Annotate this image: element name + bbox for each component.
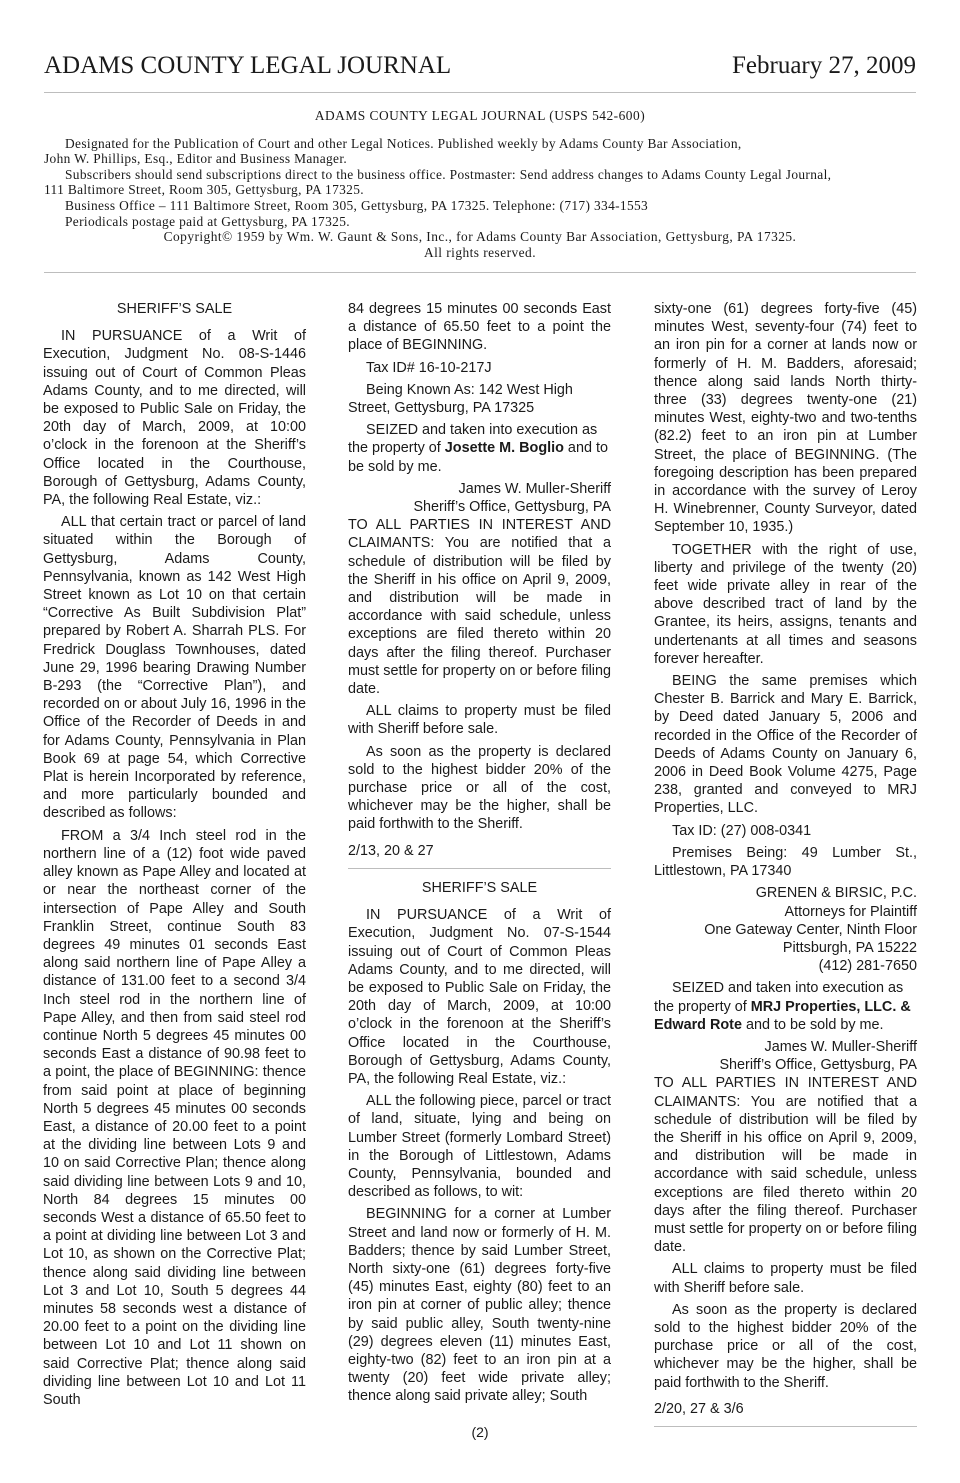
sale-2-tax-id: Tax ID: (27) 008-0341 <box>672 822 812 839</box>
sale-1-tax-id: Tax ID# 16-10-217J <box>366 359 492 376</box>
publication-title: ADAMS COUNTY LEGAL JOURNAL <box>44 52 452 79</box>
sale-1-tract: ALL that certain tract or parcel of land situated within the Borough of Gettysburg, Adams County, Pennsylvania, known as 142 West High Street known as Lot 10 on that certain “Corrective As Built Subdivision Plat” prepared by Robert A. Sharrah PLS. For Fredrick Douglass Townhouses, dated June 29, 1996 bearing Drawing Number B-293 (the “Corrective Plan”), and recorded on or about July 16, 1996 in the Office of the Recorder of Deeds in and for Adams County, Pennsylvania in Plan Book 69 at page 54, which Corrective Plat is herein Incorporated by reference, and more particularly bounded and described as follows: <box>43 514 306 822</box>
masthead <box>44 108 916 260</box>
column-3 <box>654 300 917 1437</box>
sale-1-heading: SHERIFF’S SALE <box>116 301 233 317</box>
masthead-address: 111 Baltimore Street, Room 305, Gettysburg, PA 17325. <box>44 182 364 198</box>
masthead-subscribers: Subscribers should send subscriptions direct to the business office. Postmaster: Send address changes to Adams County Legal Journal, <box>65 166 832 182</box>
attorney-role: Attorneys for Plaintiff <box>784 903 917 920</box>
sale-2-office: Sheriff’s Office, Gettysburg, PA <box>719 1057 917 1074</box>
sale-1-description: FROM a 3/4 Inch steel rod in the northern line of a (12) foot wide paved alley known as Pape Alley and located at or near the northeast corner of the intersection of Pape Alley and South Franklin Street, continue South 83 degrees 49 minutes 01 seconds East along said northern line of Pape Alley a distance of 131.00 feet to a second 3/4 Inch steel rod in the northern line of Pape Alley, and then from said steel rod continue North 5 degrees 45 minutes 00 seconds East a distance of 90.98 feet to a point, the place of BEGINNING: thence from said point at place of beginning North 5 degrees 45 minutes 00 seconds East, a distance of 20.00 feet to a point at the dividing line between Lots 9 and 10 on said Corrective Plan; thence along said dividing line between Lots 9 and 10, North 84 degrees 15 minutes 00 seconds West a distance of 65.50 feet to a point at dividing line between Lot 3 and Lot 10, as shown on the Corrective Plat; thence along said dividing line between Lot 3 and Lot 10, South 5 degrees 44 minutes 58 seconds west a distance of 20.00 feet to a point on the dividing line between Lot 10 and Lot 11 shown on said Corrective Plat; thence along said dividing line between Lot 10 and Lot 11 South <box>43 827 306 1408</box>
masthead-postage: Periodicals postage paid at Gettysburg, PA 17325. <box>65 213 350 229</box>
sale-1-declared: As soon as the property is declared sold to the highest bidder 20% of the purchase price or all of the cost, whichever may be the higher, shall be paid forthwith to the Sheriff. <box>348 743 611 833</box>
sale-2-claims: ALL claims to property must be filed with Sheriff before sale. <box>654 1261 917 1296</box>
column-1 <box>43 300 306 1413</box>
issue-date: February 27, 2009 <box>732 52 916 79</box>
sale-2-sheriff: James W. Muller-Sheriff <box>764 1038 917 1055</box>
sale-2-beginning: BEGINNING for a corner at Lumber Street and land now or formerly of H. M. Badders; thence by said Lumber Street, North sixty-one (61) degrees forty-five (45) minutes East, eighty (80) feet to an iron pin at corner of public alley; thence by said public alley, South twenty-nine (29) degrees eleven (11) minutes East, eighty-two (82) feet to an iron pin at a twenty (20) feet wide private alley; thence along said private alley; South <box>348 1206 611 1405</box>
sale-1-claims: ALL claims to property must be filed with Sheriff before sale. <box>348 703 611 738</box>
sale-1-seized <box>348 421 611 476</box>
sale-2-declared: As soon as the property is declared sold to the highest bidder 20% of the purchase price or all of the cost, whichever may be the higher, shall be paid forthwith to the Sheriff. <box>654 1301 917 1391</box>
sale-1-sheriff: James W. Muller-Sheriff <box>458 480 611 497</box>
attorney-phone: (412) 281-7650 <box>818 958 917 975</box>
sale-2-pursuance: IN PURSUANCE of a Writ of Execution, Judgment No. 07-S-1544 issuing out of Court of Common Pleas Adams County, and to me directed, will be exposed to Public Sale on Friday, the 20th day of March, 2009, at 10:00 o’clock in the forenoon at the Sheriff’s Office located in the Courthouse, Borough of Gettysburg, Adams County, PA, the following Real Estate, viz.: <box>348 907 611 1087</box>
sale-divider <box>348 868 611 869</box>
column-2 <box>348 300 611 1410</box>
attorney-address-2: Pittsburgh, PA 15222 <box>782 939 917 956</box>
attorney-address-1: One Gateway Center, Ninth Floor <box>704 921 917 938</box>
running-head <box>44 52 916 88</box>
masthead-title: ADAMS COUNTY LEGAL JOURNAL (USPS 542-600) <box>314 108 646 123</box>
masthead-copyright: Copyright© 1959 by Wm. W. Gaunt & Sons, Inc., for Adams County Bar Association, Gettysburg, PA 17325. <box>163 229 797 245</box>
sale-2-together: TOGETHER with the right of use, liberty and privilege of the twenty (20) feet wide private alley in rear of the above described tract of land by the Grantee, its heirs, assigns, tenants and undertenants at all times and seasons forever hereafter. <box>654 541 917 667</box>
page-number: (2) <box>471 1424 489 1440</box>
sale-2-seized <box>654 979 917 1034</box>
sale-1-dates: 2/13, 20 & 27 <box>348 842 434 859</box>
sale-2-premises: Premises Being: 49 Lumber St., Littlestown, PA 17340 <box>654 844 917 880</box>
sale-1-notice: TO ALL PARTIES IN INTEREST AND CLAIMANTS: You are notified that a schedule of distribution will be filed by the Sheriff in his office on April 9, 2009, and distribution will be made in accordance with said schedule, unless exceptions are filed thereto within 20 days after the filing thereof. Purchaser must settle for property on or before filing date. <box>348 517 611 698</box>
sale-1-known-as: Being Known As: 142 West High Street, Gettysburg, PA 17325 <box>348 381 573 417</box>
sale-1-description-cont: 84 degrees 15 minutes 00 seconds East a distance of 65.50 feet to a point the place of BEGINNING. <box>348 301 611 354</box>
sale-2-seized-pre: SEIZED and taken into execution as the property of <box>654 980 904 1015</box>
masthead-editor: John W. Phillips, Esq., Editor and Business Manager. <box>44 151 348 167</box>
sale-1-seized-post: and to be sold by me. <box>348 440 608 475</box>
masthead-rule <box>44 272 916 273</box>
sale-1-office: Sheriff’s Office, Gettysburg, PA <box>413 499 611 516</box>
sale-2-seized-post: and to be sold by me. <box>741 1016 884 1033</box>
masthead-business-office: Business Office – 111 Baltimore Street, Room 305, Gettysburg, PA 17325. Telephone: (717) 334-1553 <box>65 197 649 213</box>
sale-2-defendant: MRJ Properties, LLC. & Edward Rote <box>654 998 911 1033</box>
sale-2-heading: SHERIFF’S SALE <box>421 879 538 896</box>
sale-1-seized-pre: SEIZED and taken into execution as the property of <box>348 422 598 457</box>
masthead-designation: Designated for the Publication of Court and other Legal Notices. Published weekly by Adams County Bar Association, <box>65 135 742 151</box>
sale-2-parcel: ALL the following piece, parcel or tract of land, situate, lying and being on Lumber Street (formerly Lombard Street) in the Borough of Littlestown, Adams County, Pennsylvania, bounded and described as follows, to wit: <box>348 1093 611 1201</box>
sale-2-dates: 2/20, 27 & 3/6 <box>654 1400 744 1417</box>
sale-2-beginning-cont: sixty-one (61) degrees forty-five (45) minutes West, seventy-four (74) feet to an iron pin for a corner at lands now or formerly of H. M. Badders, aforesaid; thence along said lands North thirty-three (33) degrees twenty-one (21) minutes West, eighty-two and two-tenths (82.2) feet to an iron pin at Lumber Street, the place of BEGINNING. (The foregoing description has been prepared in accordance with the survey of Leroy H. Winebrenner, County Surveyor, dated September 10, 1935.) <box>654 301 917 536</box>
sale-1-pursuance: IN PURSUANCE of a Writ of Execution, Judgment No. 08-S-1446 issuing out of Court of Common Pleas Adams County, and to me directed, will be exposed to Public Sale on Friday, the 20th day of March, 2009, at 10:00 o’clock in the forenoon at the Sheriff’s Office located in the Courthouse, Borough of Gettysburg, Adams County, PA, the following Real Estate, viz.: <box>43 328 306 509</box>
header-rule <box>44 92 916 93</box>
masthead-rights: All rights reserved. <box>423 244 536 260</box>
sale-2-being: BEING the same premises which Chester B. Barrick and Mary E. Barrick, by Deed dated January 5, 2006 and recorded in the Office of the Recorder of Deeds of Adams County on January 6, 2006 in Deed Book Volume 4275, Page 238, granted and conveyed to MRJ Properties, LLC. <box>654 673 917 817</box>
attorney-firm: GRENEN & BIRSIC, P.C. <box>755 885 917 902</box>
sale-2-notice: TO ALL PARTIES IN INTEREST AND CLAIMANTS: You are notified that a schedule of distribution will be filed by the Sheriff in his office on April 9, 2009, and distribution will be made in accordance with said schedule, unless exceptions are filed thereto within 20 days after the filing thereof. Purchaser must settle for property on or before filing date. <box>654 1075 917 1256</box>
sale-1-defendant: Josette M. Boglio <box>444 440 564 457</box>
